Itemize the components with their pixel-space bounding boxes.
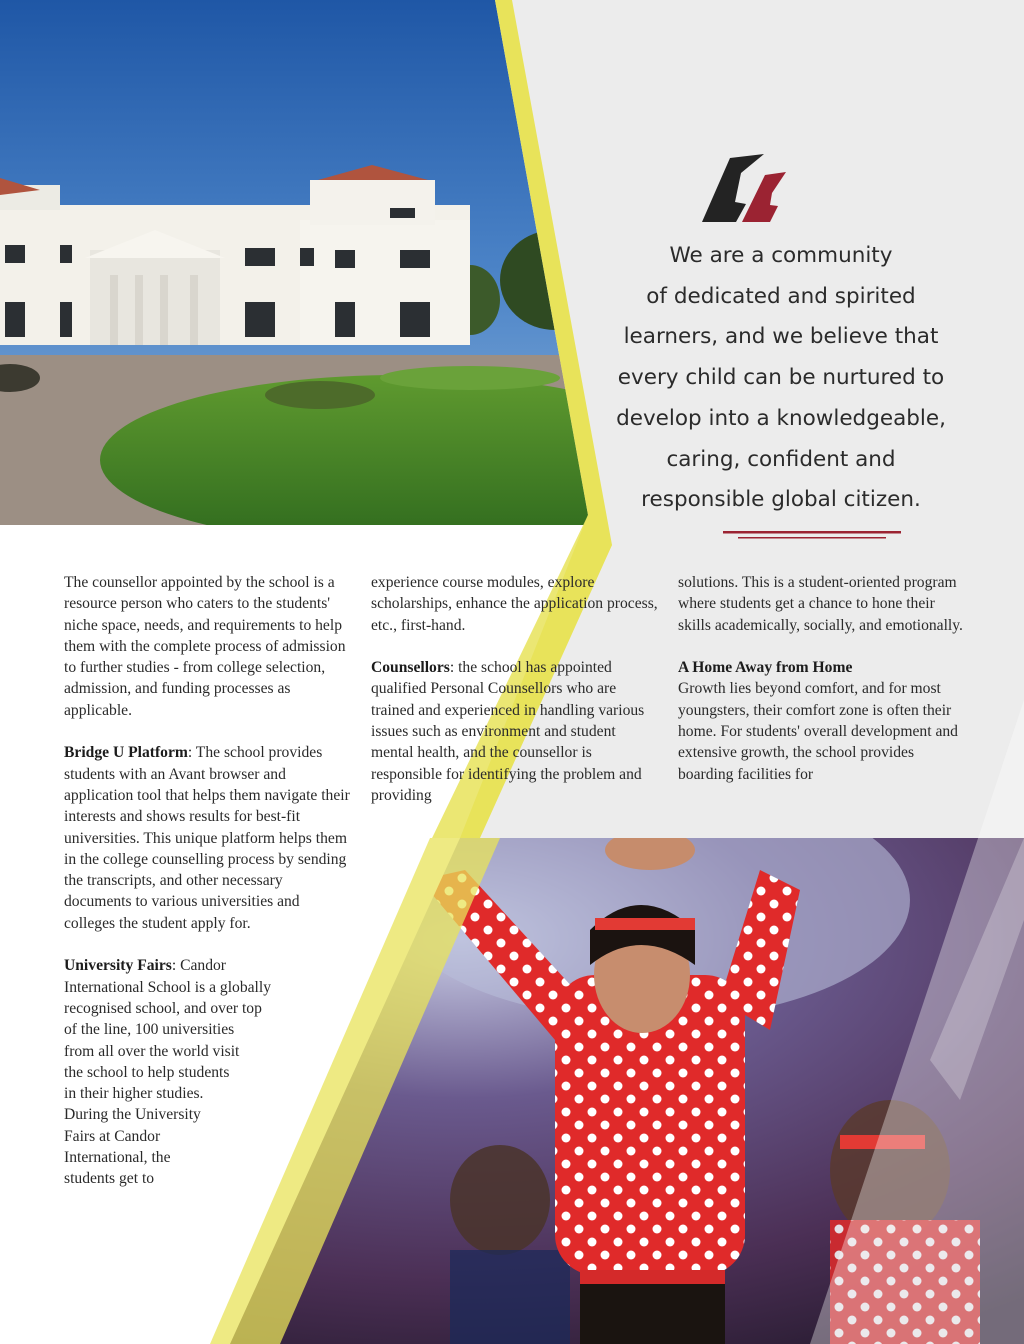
text-column-1 <box>64 572 354 1211</box>
quote-line: responsible global citizen. <box>641 487 921 513</box>
fairs-line: recognised school, and over top <box>64 999 262 1017</box>
text-column-2 <box>371 572 661 828</box>
fairs-line: from all over the world visit <box>64 1042 240 1060</box>
bridge-u-heading: Bridge U Platform <box>64 744 188 762</box>
counsellors-text: : the school has appointed qualified Personal Counsellors who are trained and experienced in handling various issues such as environment and student mental health, and the counsellor is responsible for identifying the problem and providing <box>371 659 645 804</box>
counsellors-paragraph <box>371 657 661 806</box>
fairs-line: International, the <box>64 1149 171 1167</box>
fairs-continued-paragraph: experience course modules, explore scholarships, enhance the application process, etc., first-hand. <box>371 574 658 634</box>
counsellors-continued-paragraph: solutions. This is a student-oriented program where students get a chance to hone their skills academically, socially, and emotionally. <box>678 574 963 634</box>
home-away-paragraph <box>678 657 968 785</box>
university-fairs-paragraph <box>64 955 354 1189</box>
quote-line: learners, and we believe that <box>623 324 939 350</box>
fairs-line: : Candor <box>171 957 226 975</box>
counsellors-heading: Counsellors <box>371 659 450 677</box>
fairs-line: Fairs at Candor <box>64 1127 161 1145</box>
fairs-line: During the University <box>64 1106 201 1124</box>
home-away-heading: A Home Away from Home <box>678 659 853 677</box>
home-away-text: Growth lies beyond comfort, and for most youngsters, their comfort zone is often their home. For students' overall development and extensive growth, the school provides boarding facilities for <box>678 680 958 783</box>
quote-line: develop into a knowledgeable, <box>616 405 946 431</box>
quote-line: of dedicated and spirited <box>646 283 916 309</box>
text-column-3 <box>678 572 968 806</box>
bridge-u-text: : The school provides students with an Avant browser and application tool that helps them navigate their interests and shows results for best-fit universities. This unique platform helps them in the college counselling process by sending the transcripts, and other necessary documents to various universities and colleges the student apply for. <box>64 744 350 932</box>
university-fairs-heading: University Fairs <box>64 957 172 975</box>
counsellor-intro-paragraph: The counsellor appointed by the school is a resource person who caters to the students' niche space, needs, and requirements to help them with the complete process of admission to further studies - from college selection, admission, and funding processes as applicable. <box>64 574 346 719</box>
quote-line: We are a community <box>669 243 893 268</box>
fairs-line: students get to <box>64 1170 155 1188</box>
fairs-line: the school to help students <box>64 1063 230 1081</box>
fairs-line: International School is a globally <box>64 978 272 996</box>
mission-quote <box>596 236 966 521</box>
bridge-u-paragraph <box>64 742 354 934</box>
quote-line: caring, confident and <box>666 446 896 472</box>
fairs-line: in their higher studies. <box>64 1085 204 1103</box>
fairs-line: of the line, 100 universities <box>64 1021 235 1039</box>
quote-line: every child can be nurtured to <box>617 365 945 391</box>
